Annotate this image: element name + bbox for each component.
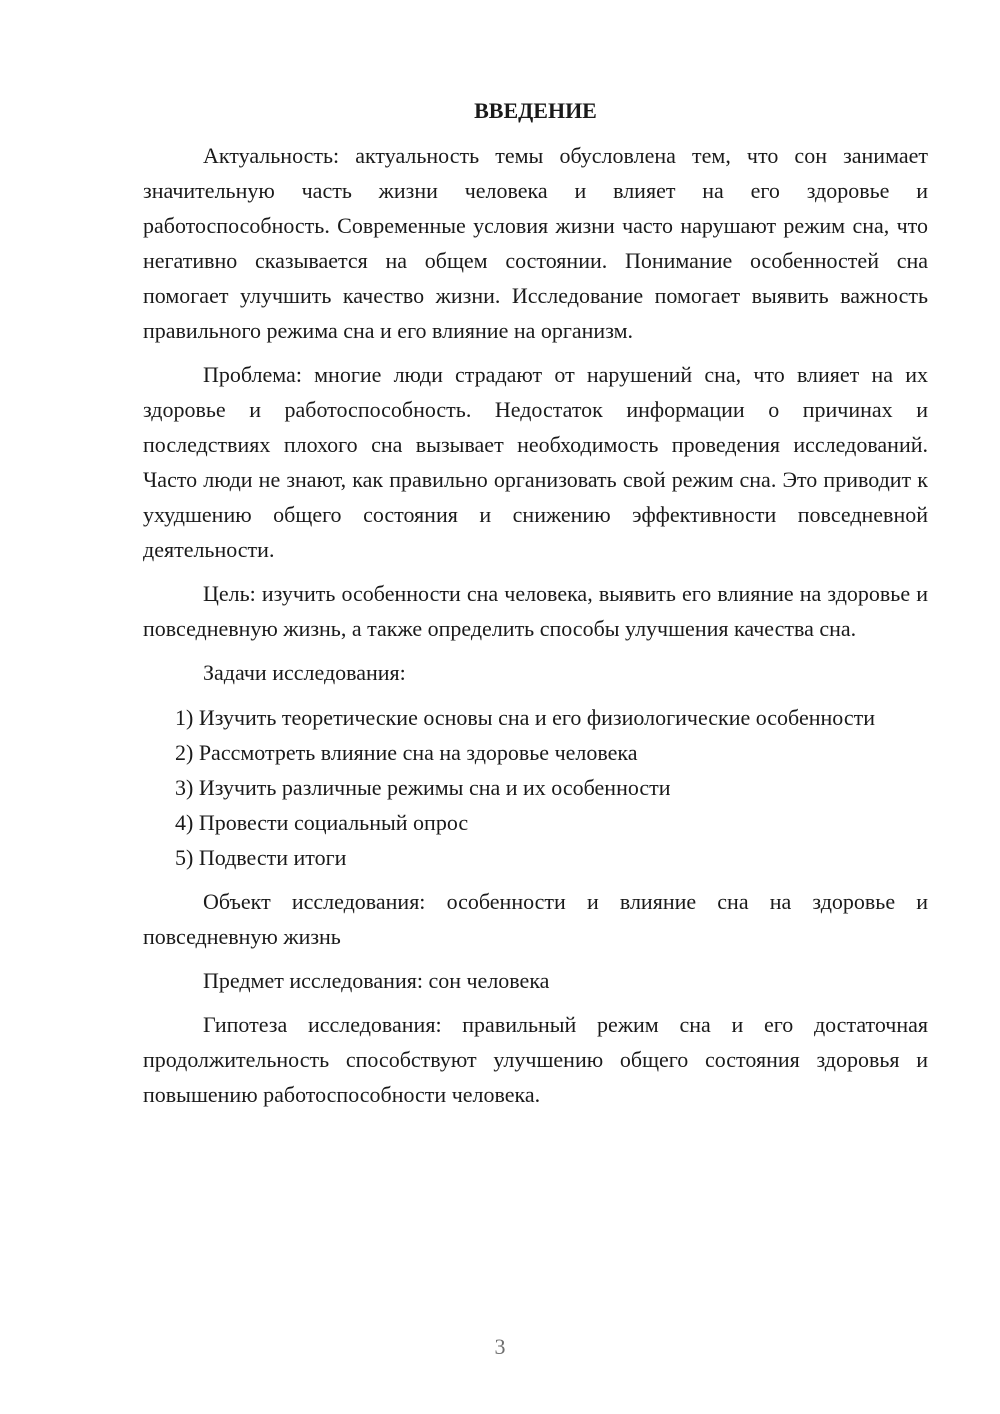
- page-content: [143, 96, 928, 1112]
- paragraph-object: Объект исследования: особенности и влияние сна на здоровье и повседневную жизнь: [143, 889, 928, 949]
- tasks-heading: Задачи исследования:: [203, 660, 406, 685]
- page-title: ВВЕДЕНИЕ: [474, 98, 597, 123]
- paragraph-goal: Цель: изучить особенности сна человека, выявить его влияние на здоровье и повседневную жизнь, а также определить способы улучшения качества сна.: [143, 581, 928, 641]
- paragraph-hypothesis: Гипотеза исследования: правильный режим сна и его достаточная продолжительность способствуют улучшению общего состояния здоровья и повышению работоспособности человека.: [143, 1012, 928, 1107]
- list-item: 3) Изучить различные режимы сна и их особенности: [175, 775, 671, 800]
- paragraph-subject: Предмет исследования: сон человека: [203, 968, 550, 993]
- list-item: 5) Подвести итоги: [175, 845, 347, 870]
- tasks-list: [143, 700, 928, 875]
- paragraph-problem: Проблема: многие люди страдают от нарушений сна, что влияет на их здоровье и работоспособность. Недостаток информации о причинах и последствиях плохого сна вызывает необходимость проведения исследований. Часто люди не знают, как правильно организовать свой режим сна. Это приводит к ухудшению общего состояния и снижению эффективности повседневной деятельности.: [143, 362, 928, 562]
- list-item: 4) Провести социальный опрос: [175, 810, 469, 835]
- list-item: 2) Рассмотреть влияние сна на здоровье человека: [175, 740, 638, 765]
- list-item: 1) Изучить теоретические основы сна и его физиологические особенности: [175, 705, 875, 730]
- paragraph-relevance: Актуальность: актуальность темы обусловлена тем, что сон занимает значительную часть жизни человека и влияет на его здоровье и работоспособность. Современные условия жизни часто нарушают режим сна, что негативно сказывается на общем состоянии. Понимание особенностей сна помогает улучшить качество жизни. Исследование помогает выявить важность правильного режима сна и его влияние на организм.: [143, 143, 928, 343]
- page-number: 3: [494, 1334, 506, 1359]
